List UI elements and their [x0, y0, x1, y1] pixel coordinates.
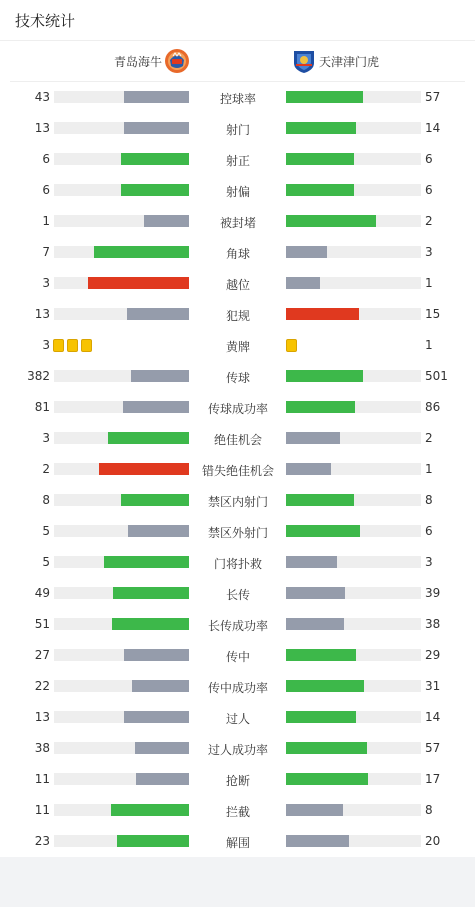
away-stat-bar	[286, 587, 421, 599]
away-stat-bar-fill	[286, 835, 349, 847]
home-stat-bar-fill	[88, 277, 189, 289]
home-stat-value: 1	[42, 214, 50, 228]
stat-label: 拦截	[225, 805, 250, 819]
away-stat-bar-fill	[286, 773, 368, 785]
away-stat-bar-fill	[286, 587, 345, 599]
home-stat-value: 382	[27, 369, 50, 383]
away-stat-bar-fill	[286, 370, 363, 382]
home-stat-bar	[54, 184, 189, 196]
home-stat-bar-fill	[128, 525, 189, 537]
away-stat-value: 1	[425, 276, 433, 290]
stat-label: 门将扑救	[213, 557, 262, 571]
home-stat-bar-fill	[123, 401, 189, 413]
stat-label: 犯规	[225, 309, 250, 323]
home-stat-value: 23	[34, 834, 50, 848]
home-stat-bar	[54, 308, 189, 320]
away-stat-bar	[286, 308, 421, 320]
away-stat-bar-fill	[286, 184, 354, 196]
home-stat-bar	[54, 742, 189, 754]
away-stat-bar-fill	[286, 556, 337, 568]
stat-row	[0, 423, 475, 454]
home-stat-bar-fill	[111, 804, 189, 816]
away-stat-bar-fill	[286, 742, 367, 754]
stat-label: 越位	[225, 278, 250, 292]
home-stat-bar-fill	[121, 494, 189, 506]
away-stat-value: 29	[425, 648, 441, 662]
away-stat-bar	[286, 773, 421, 785]
away-stat-value: 14	[425, 710, 441, 724]
stat-row	[0, 206, 475, 237]
home-stat-bar-fill	[112, 618, 189, 630]
home-stat-bar-fill	[94, 246, 189, 258]
home-stat-bar	[54, 525, 189, 537]
away-yellow-cards	[286, 339, 297, 352]
away-stat-bar-fill	[286, 711, 356, 723]
home-stat-value: 27	[34, 648, 50, 662]
home-stat-bar-fill	[127, 308, 189, 320]
home-stat-bar	[54, 91, 189, 103]
home-stat-bar-fill	[104, 556, 189, 568]
home-stat-value: 81	[34, 400, 50, 414]
away-stat-bar	[286, 463, 421, 475]
stat-row	[0, 454, 475, 485]
stat-label: 传中	[225, 650, 250, 664]
stat-row	[0, 113, 475, 144]
away-stat-bar-fill	[286, 804, 343, 816]
home-stat-bar	[54, 277, 189, 289]
away-stat-bar	[286, 432, 421, 444]
home-stat-value: 43	[34, 90, 50, 104]
away-stat-value: 31	[425, 679, 441, 693]
away-stat-bar-fill	[286, 525, 360, 537]
away-stat-value: 6	[425, 524, 433, 538]
home-stat-value: 2	[42, 462, 50, 476]
stat-row	[0, 826, 475, 857]
home-stat-bar-fill	[117, 835, 189, 847]
away-stat-value: 1	[425, 338, 433, 352]
home-stat-bar	[54, 215, 189, 227]
home-stat-bar-fill	[124, 649, 189, 661]
home-stat-bar	[54, 494, 189, 506]
away-stat-value: 39	[425, 586, 441, 600]
away-stat-bar-fill	[286, 618, 344, 630]
home-stat-bar-fill	[144, 215, 189, 227]
home-stat-bar-fill	[136, 773, 189, 785]
tianjin-jinmen-tiger-logo-icon[interactable]	[291, 48, 317, 74]
away-stat-bar-fill	[286, 494, 354, 506]
stat-row	[0, 237, 475, 268]
away-stat-bar	[286, 680, 421, 692]
home-stat-bar	[54, 649, 189, 661]
home-stat-bar	[54, 711, 189, 723]
stat-label: 绝佳机会	[213, 433, 262, 447]
home-stat-bar	[54, 432, 189, 444]
yellow-card-icon	[67, 339, 78, 352]
away-stat-bar	[286, 711, 421, 723]
stat-label: 黄牌	[225, 340, 250, 354]
stat-label: 射门	[225, 123, 250, 137]
away-stat-bar	[286, 184, 421, 196]
yellow-card-icon	[53, 339, 64, 352]
away-stat-bar	[286, 277, 421, 289]
stats-list	[0, 82, 475, 857]
stat-row	[0, 516, 475, 547]
stat-row	[0, 361, 475, 392]
away-stat-value: 86	[425, 400, 441, 414]
stat-label: 禁区内射门	[207, 495, 268, 509]
home-yellow-cards	[53, 339, 92, 352]
away-stat-bar-fill	[286, 153, 354, 165]
away-stat-value: 38	[425, 617, 441, 631]
away-stat-value: 57	[425, 741, 441, 755]
home-stat-bar	[54, 122, 189, 134]
home-stat-bar	[54, 153, 189, 165]
home-stat-value: 5	[42, 524, 50, 538]
away-stat-bar-fill	[286, 649, 356, 661]
away-stat-bar	[286, 215, 421, 227]
away-stat-bar-fill	[286, 401, 355, 413]
away-stat-value: 3	[425, 245, 433, 259]
stat-row	[0, 795, 475, 826]
away-stat-bar	[286, 91, 421, 103]
away-stat-bar-fill	[286, 680, 364, 692]
home-stat-bar	[54, 618, 189, 630]
away-stat-bar	[286, 618, 421, 630]
qingdao-hainiu-logo-icon[interactable]	[164, 48, 190, 74]
away-stat-value: 57	[425, 90, 441, 104]
away-stat-value: 6	[425, 183, 433, 197]
stat-label: 射偏	[225, 185, 250, 199]
stat-label: 传球成功率	[207, 402, 268, 416]
away-stat-bar	[286, 804, 421, 816]
away-stat-value: 2	[425, 214, 433, 228]
away-stat-bar	[286, 246, 421, 258]
stat-label: 过人成功率	[207, 743, 268, 757]
home-team-name[interactable]: 青岛海牛	[113, 55, 162, 69]
stat-row	[0, 640, 475, 671]
away-stat-value: 14	[425, 121, 441, 135]
home-stat-bar-fill	[124, 711, 189, 723]
yellow-card-icon	[286, 339, 297, 352]
away-stat-bar	[286, 153, 421, 165]
home-stat-bar	[54, 556, 189, 568]
stat-label: 长传成功率	[207, 619, 268, 633]
stat-label: 射正	[225, 154, 250, 168]
teams-header	[10, 41, 465, 82]
stat-row	[0, 578, 475, 609]
stat-label: 解围	[225, 836, 250, 850]
away-stat-bar-fill	[286, 246, 327, 258]
away-stat-bar	[286, 649, 421, 661]
away-stat-value: 20	[425, 834, 441, 848]
home-stat-bar	[54, 680, 189, 692]
home-stat-bar	[54, 463, 189, 475]
away-stat-value: 2	[425, 431, 433, 445]
home-stat-value: 38	[34, 741, 50, 755]
stat-label: 传球	[225, 371, 250, 385]
home-stat-bar-fill	[124, 122, 189, 134]
stat-label: 传中成功率	[207, 681, 268, 695]
home-stat-bar-fill	[108, 432, 189, 444]
away-stat-value: 501	[425, 369, 448, 383]
home-stat-value: 49	[34, 586, 50, 600]
stat-row	[0, 299, 475, 330]
away-stat-bar-fill	[286, 432, 340, 444]
away-stat-value: 6	[425, 152, 433, 166]
stat-row	[0, 671, 475, 702]
home-stat-value: 13	[34, 121, 50, 135]
stat-row	[0, 547, 475, 578]
stat-row	[0, 330, 475, 361]
away-stat-value: 8	[425, 493, 433, 507]
stat-row	[0, 175, 475, 206]
home-stat-value: 8	[42, 493, 50, 507]
away-stat-bar-fill	[286, 463, 331, 475]
home-stat-value: 13	[34, 307, 50, 321]
home-stat-bar	[54, 370, 189, 382]
stat-label: 过人	[225, 712, 250, 726]
home-stat-bar-fill	[132, 680, 189, 692]
home-stat-bar	[54, 835, 189, 847]
stat-label: 错失绝佳机会	[201, 464, 274, 478]
card-header	[0, 0, 475, 41]
stat-row	[0, 702, 475, 733]
yellow-card-icon	[81, 339, 92, 352]
away-stat-bar-fill	[286, 215, 376, 227]
away-stat-bar	[286, 370, 421, 382]
home-stat-value: 3	[42, 276, 50, 290]
stat-row	[0, 733, 475, 764]
home-stat-bar	[54, 246, 189, 258]
away-stat-value: 3	[425, 555, 433, 569]
away-stat-value: 15	[425, 307, 441, 321]
away-stat-bar-fill	[286, 277, 320, 289]
away-stat-value: 8	[425, 803, 433, 817]
home-stat-value: 6	[42, 183, 50, 197]
away-stat-bar	[286, 122, 421, 134]
stat-row	[0, 144, 475, 175]
away-stat-bar	[286, 835, 421, 847]
home-stat-bar-fill	[99, 463, 189, 475]
home-stat-bar	[54, 401, 189, 413]
home-stat-value: 22	[34, 679, 50, 693]
home-stat-value: 13	[34, 710, 50, 724]
home-stat-value: 11	[34, 803, 50, 817]
stat-label: 控球率	[219, 92, 256, 106]
home-stat-bar-fill	[124, 91, 189, 103]
away-stat-bar	[286, 494, 421, 506]
stat-row	[0, 268, 475, 299]
stat-row	[0, 764, 475, 795]
home-stat-bar-fill	[113, 587, 189, 599]
home-stat-bar	[54, 587, 189, 599]
stat-label: 被封堵	[219, 216, 256, 230]
home-stat-value: 5	[42, 555, 50, 569]
stat-label: 禁区外射门	[207, 526, 268, 540]
stat-row	[0, 392, 475, 423]
home-stat-bar	[54, 773, 189, 785]
home-stat-value: 11	[34, 772, 50, 786]
away-stat-bar	[286, 742, 421, 754]
stat-row	[0, 485, 475, 516]
home-stat-bar-fill	[135, 742, 189, 754]
home-stat-value: 7	[42, 245, 50, 259]
home-stat-bar-fill	[121, 184, 189, 196]
stat-row	[0, 609, 475, 640]
home-stat-value: 51	[34, 617, 50, 631]
home-stat-value: 6	[42, 152, 50, 166]
away-stat-bar	[286, 401, 421, 413]
stat-label: 长传	[225, 588, 250, 602]
home-stat-value: 3	[42, 338, 50, 352]
home-stat-bar-fill	[131, 370, 189, 382]
stat-label: 抢断	[225, 774, 250, 788]
away-stat-bar	[286, 556, 421, 568]
away-stat-value: 17	[425, 772, 441, 786]
stat-label: 角球	[225, 247, 250, 261]
home-stat-value: 3	[42, 431, 50, 445]
away-stat-value: 1	[425, 462, 433, 476]
away-stat-bar-fill	[286, 308, 359, 320]
away-team-name[interactable]: 天津津门虎	[319, 55, 380, 69]
away-stat-bar	[286, 525, 421, 537]
section-title: 技术统计	[15, 12, 76, 30]
home-stat-bar	[54, 804, 189, 816]
away-stat-bar-fill	[286, 122, 356, 134]
away-stat-bar-fill	[286, 91, 363, 103]
stat-row	[0, 82, 475, 113]
home-stat-bar-fill	[121, 153, 189, 165]
